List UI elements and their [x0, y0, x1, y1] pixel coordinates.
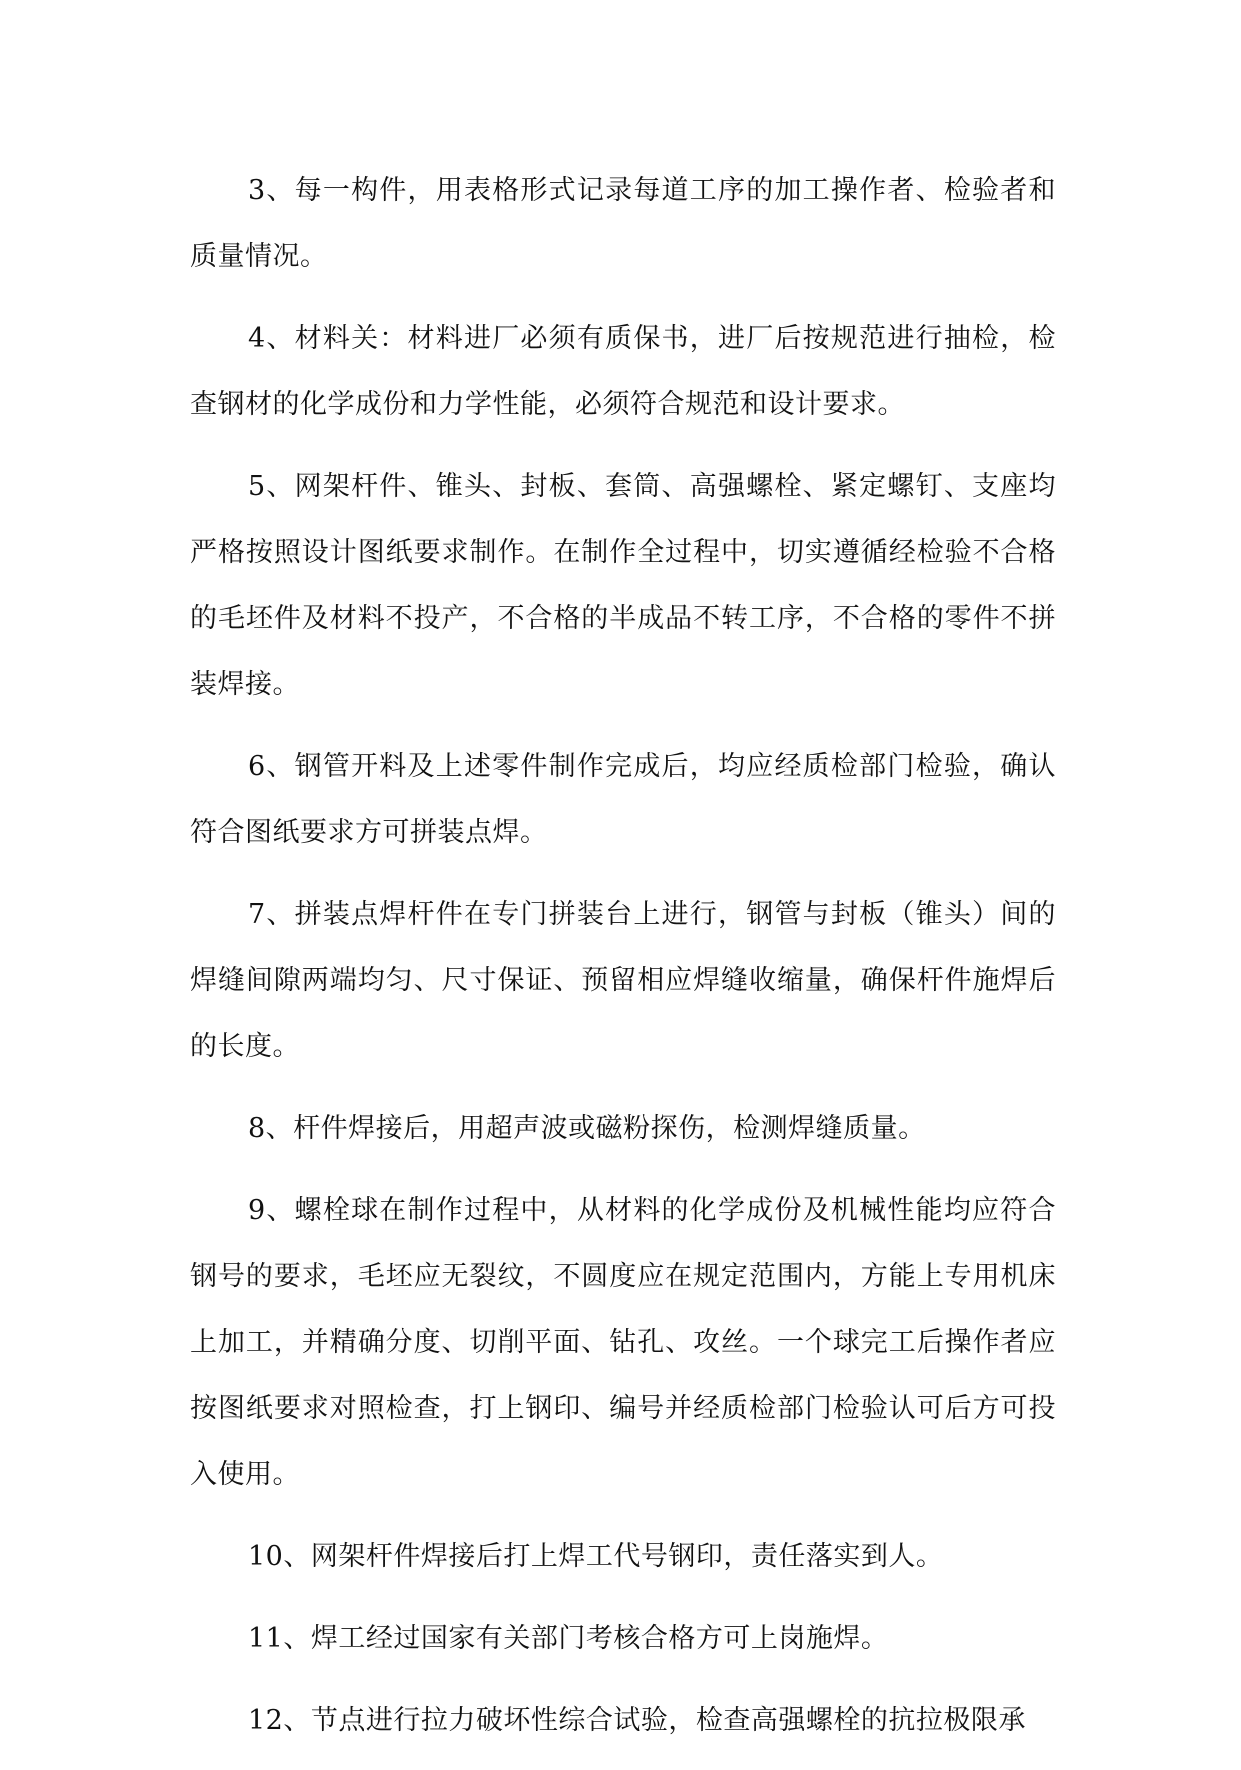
paragraph-item-3: 3、每一构件，用表格形式记录每道工序的加工操作者、检验者和质量情况。 — [190, 175, 1056, 272]
paragraph-item-12: 12、节点进行拉力破坏性综合试验，检查高强螺栓的抗拉极限承 — [248, 1705, 1026, 1736]
paragraph-item-6: 6、钢管开料及上述零件制作完成后，均应经质检部门检验，确认符合图纸要求方可拼装点焊。 — [190, 751, 1056, 848]
paragraph-item-5: 5、网架杆件、锥头、封板、套筒、高强螺栓、紧定螺钉、支座均严格按照设计图纸要求制作。在制作全过程中，切实遵循经检验不合格的毛坯件及材料不投产，不合格的半成品不转工序，不合格的零件不拼装焊接。 — [190, 471, 1056, 700]
paragraph-item-7: 7、拼装点焊杆件在专门拼装台上进行，钢管与封板（锥头）间的焊缝间隙两端均匀、尺寸保证、预留相应焊缝收缩量，确保杆件施焊后的长度。 — [190, 899, 1056, 1062]
paragraph-item-10: 10、网架杆件焊接后打上焊工代号钢印，责任落实到人。 — [248, 1541, 944, 1572]
paragraph-item-9: 9、螺栓球在制作过程中，从材料的化学成份及机械性能均应符合钢号的要求，毛坯应无裂纹，不圆度应在规定范围内，方能上专用机床上加工，并精确分度、切削平面、钻孔、攻丝。一个球完工后操作者应按图纸要求对照检查，打上钢印、编号并经质检部门检验认可后方可投入使用。 — [190, 1195, 1056, 1490]
document-body — [190, 158, 1056, 1770]
paragraph-item-8: 8、杆件焊接后，用超声波或磁粉探伤，检测焊缝质量。 — [248, 1113, 926, 1144]
paragraph-item-4: 4、材料关：材料进厂必须有质保书，进厂后按规范进行抽检，检查钢材的化学成份和力学性能，必须符合规范和设计要求。 — [190, 323, 1056, 420]
paragraph-item-11: 11、焊工经过国家有关部门考核合格方可上岗施焊。 — [248, 1623, 889, 1654]
